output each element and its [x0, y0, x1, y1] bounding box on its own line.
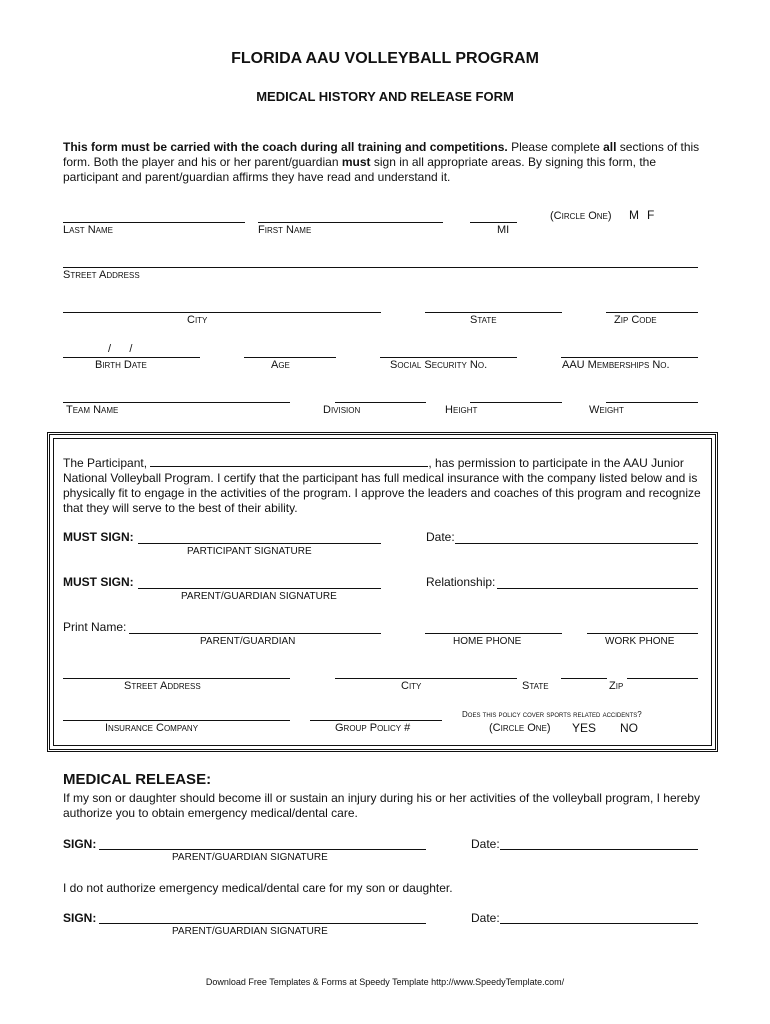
- parent-street-address-line[interactable]: [63, 678, 290, 679]
- must-sign-label-1: MUST SIGN:: [63, 530, 134, 544]
- participant-signature-label: PARTICIPANT SIGNATURE: [187, 546, 312, 557]
- birth-date-label: Birth Date: [95, 359, 147, 371]
- parent-state-line[interactable]: [561, 678, 607, 679]
- medical-sign-label-2: SIGN:: [63, 911, 97, 925]
- ssn-line[interactable]: [380, 357, 517, 358]
- insurance-yes-option[interactable]: YES: [572, 721, 597, 735]
- intro-bold-lead: This form must be carried with the coach during all training and competitions.: [63, 140, 508, 154]
- medical-signature-label-1: PARENT/GUARDIAN SIGNATURE: [172, 852, 328, 863]
- medical-signature-label-2: PARENT/GUARDIAN SIGNATURE: [172, 926, 328, 937]
- intro-part3: sign in all appropriate areas. By signing this form, the participant and parent/guardian affirms they have read and understand it.: [63, 155, 656, 184]
- parent-signature-line[interactable]: [138, 588, 381, 589]
- first-name-line[interactable]: [258, 222, 443, 223]
- birth-date-slashes: / /: [108, 343, 133, 355]
- division-line[interactable]: [335, 402, 426, 403]
- home-phone-line[interactable]: [425, 633, 562, 634]
- intro-part2: sections of this form. Both the player and his or her parent/guardian: [63, 140, 700, 169]
- print-name-sub-label: PARENT/GUARDIAN: [200, 636, 296, 647]
- zip-code-line[interactable]: [606, 312, 698, 313]
- mi-line[interactable]: [470, 222, 517, 223]
- parent-signature-label: PARENT/GUARDIAN SIGNATURE: [181, 591, 337, 602]
- state-line[interactable]: [425, 312, 562, 313]
- insurance-company-label: Insurance Company: [105, 722, 199, 734]
- first-name-label: First Name: [258, 224, 312, 236]
- aau-membership-label: AAU Memberships No.: [562, 359, 670, 371]
- group-policy-line[interactable]: [310, 720, 442, 721]
- print-name-label: Print Name:: [63, 620, 127, 634]
- sports-question-label: Does this policy cover sports related accidents?: [462, 710, 642, 719]
- state-label: State: [470, 314, 497, 326]
- parent-state-label: State: [522, 680, 549, 692]
- intro-bold-must: must: [341, 155, 371, 169]
- form-subtitle: MEDICAL HISTORY AND RELEASE FORM: [256, 89, 514, 104]
- street-address-label: Street Address: [63, 269, 140, 281]
- street-address-line[interactable]: [63, 267, 698, 268]
- date-label-1: Date:: [426, 530, 455, 544]
- participant-name-field[interactable]: [150, 455, 428, 467]
- zip-code-label: Zip Code: [614, 314, 657, 326]
- medical-sign-label-1: SIGN:: [63, 837, 97, 851]
- consent-paragraph: [63, 455, 706, 516]
- medical-date-label-2: Date:: [471, 911, 500, 925]
- division-label: Division: [323, 404, 361, 416]
- ssn-label: Social Security No.: [390, 359, 488, 371]
- city-line[interactable]: [63, 312, 381, 313]
- medical-date-label-1: Date:: [471, 837, 500, 851]
- date-line-1[interactable]: [455, 543, 698, 544]
- team-name-line[interactable]: [63, 402, 290, 403]
- footer-text: Download Free Templates & Forms at Speedy Template http://www.SpeedyTemplate.com/: [205, 977, 565, 987]
- parent-city-label: City: [401, 680, 422, 692]
- aau-membership-line[interactable]: [561, 357, 698, 358]
- work-phone-line[interactable]: [587, 633, 698, 634]
- group-policy-label: Group Policy #: [335, 722, 411, 734]
- weight-line[interactable]: [606, 402, 698, 403]
- form-title: FLORIDA AAU VOLLEYBALL PROGRAM: [231, 50, 539, 67]
- weight-label: Weight: [589, 404, 624, 416]
- must-sign-label-2: MUST SIGN:: [63, 575, 134, 589]
- gender-f-option[interactable]: F: [647, 208, 655, 222]
- city-label: City: [187, 314, 208, 326]
- insurance-company-line[interactable]: [63, 720, 290, 721]
- parent-zip-line[interactable]: [627, 678, 698, 679]
- consent-participant-suffix: , has permission to participate in the AAU Junior National Volleyball Program. I certify that the participant has full medical insurance with the company listed below and is physically fit to engage in the activities of the program. I approve the leaders and coaches of this program and recognize that they will serve to the best of their ability.: [63, 456, 701, 515]
- gender-circle-one-label: (Circle One): [550, 210, 612, 222]
- work-phone-label: WORK PHONE: [605, 636, 675, 647]
- relationship-label: Relationship:: [426, 575, 496, 589]
- gender-m-option[interactable]: M: [629, 208, 639, 222]
- participant-signature-line[interactable]: [138, 543, 381, 544]
- parent-city-line[interactable]: [335, 678, 517, 679]
- insurance-no-option[interactable]: NO: [620, 721, 638, 735]
- age-line[interactable]: [244, 357, 336, 358]
- not-authorize-text: I do not authorize emergency medical/dental care for my son or daughter.: [63, 881, 453, 895]
- intro-part1: Please complete: [507, 140, 604, 154]
- height-line[interactable]: [470, 402, 562, 403]
- medical-date-line-2[interactable]: [500, 923, 698, 924]
- parent-zip-label: Zip: [609, 680, 624, 692]
- yes-no-circle-one-label: (Circle One): [489, 722, 551, 734]
- last-name-line[interactable]: [63, 222, 245, 223]
- mi-label: MI: [497, 224, 510, 236]
- medical-release-text: If my son or daughter should become ill or sustain an injury during his or her activities of the volleyball program, I hereby authorize you to obtain emergency medical/dental care.: [63, 791, 700, 820]
- intro-bold-all: all: [603, 140, 617, 154]
- parent-street-address-label: Street Address: [124, 680, 201, 692]
- intro-paragraph: [63, 140, 713, 185]
- age-label: Age: [271, 359, 290, 371]
- height-label: Height: [445, 404, 478, 416]
- medical-release-title: MEDICAL RELEASE:: [63, 771, 212, 788]
- home-phone-label: HOME PHONE: [453, 636, 522, 647]
- last-name-label: Last Name: [63, 224, 114, 236]
- medical-signature-line-1[interactable]: [99, 849, 426, 850]
- print-name-line[interactable]: [129, 633, 381, 634]
- consent-participant-prefix: The Participant,: [63, 456, 151, 470]
- relationship-line[interactable]: [497, 588, 698, 589]
- team-name-label: Team Name: [66, 404, 119, 416]
- birth-date-line[interactable]: [63, 357, 200, 358]
- medical-date-line-1[interactable]: [500, 849, 698, 850]
- medical-signature-line-2[interactable]: [99, 923, 426, 924]
